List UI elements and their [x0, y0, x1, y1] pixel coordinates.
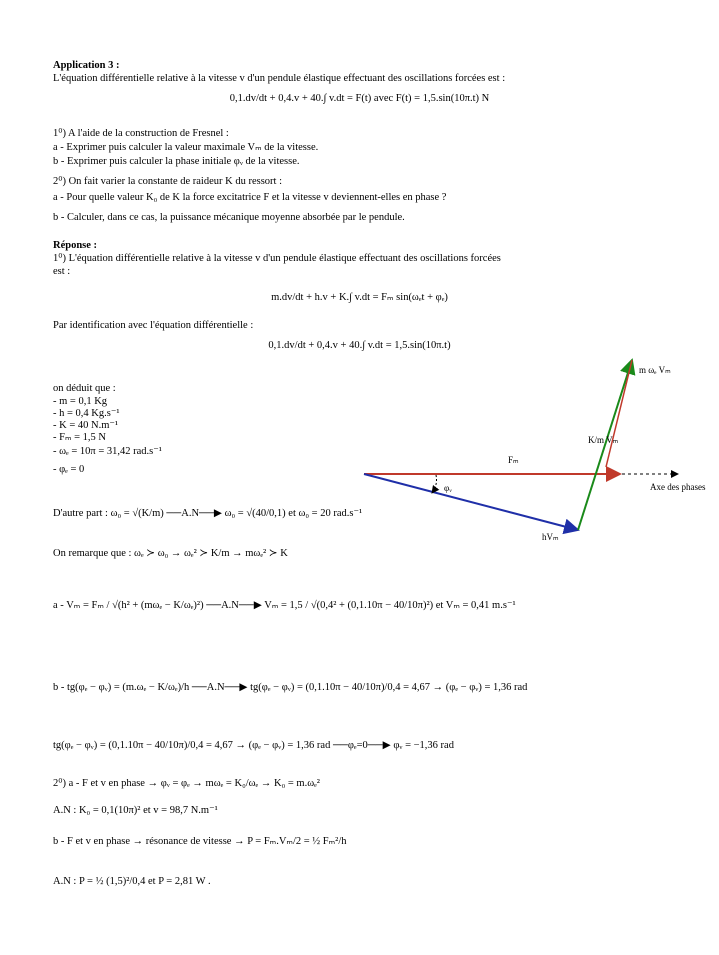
- param-phi-e: - φₑ = 0: [53, 464, 85, 475]
- omega0-line: D'autre part : ω₀ = √(K/m) ──A.N──▶ ω₀ = √(40/0,1) et ω₀ = 20 rad.s⁻¹: [53, 508, 363, 519]
- identification-text: Par identification avec l'équation différentielle :: [53, 320, 254, 331]
- numeric-equation: 0,1.dv/dt + 0,4.v + 40.∫ v.dt = 1,5.sin(10π.t): [268, 340, 451, 351]
- question-2a: a - Pour quelle valeur K₀ de K la force excitatrice F et la vitesse v deviennent-elles en phase ?: [53, 192, 447, 203]
- remark-line: On remarque que : ωₑ ≻ ω₀ → ωₑ² ≻ K/m → mωₑ² ≻ K: [53, 548, 288, 559]
- question-2-title: 2⁰) On fait varier la constante de raideur K du ressort :: [53, 176, 283, 187]
- hv-vector: [364, 474, 578, 530]
- label-hv: hVₘ: [542, 532, 559, 542]
- param-omega-e: - ωₑ = 10π = 31,42 rad.s⁻¹: [53, 446, 162, 457]
- question-1-title: 1⁰) A l'aide de la construction de Fresnel :: [53, 128, 229, 139]
- param-damping: - h = 0,4 Kg.s⁻¹: [53, 408, 120, 419]
- answer-a-line: a - Vₘ = Fₘ / √(h² + (mωₑ − K/ωₑ)²) ──A.N──▶ Vₘ = 1,5 / √(0,4² + (0,1.10π − 40/10π)²) et Vₘ = 0,41 m.s⁻¹: [53, 600, 516, 611]
- answer-2a-line: 2⁰) a - F et v en phase → φᵥ = φₑ → mωₑ = K₀/ωₑ → K₀ = m.ωₑ²: [53, 778, 320, 789]
- question-2b: b - Calculer, dans ce cas, la puissance mécanique moyenne absorbée par le pendule.: [53, 212, 405, 223]
- label-kv: K/m Vₘ: [588, 435, 619, 445]
- label-fm: Fₘ: [508, 455, 519, 465]
- param-stiffness: - K = 40 N.m⁻¹: [53, 420, 119, 431]
- question-1a: a - Exprimer puis calculer la valeur maximale Vₘ de la vitesse.: [53, 142, 319, 153]
- mw-vector: [606, 360, 632, 467]
- label-phi: φᵥ: [444, 483, 452, 493]
- answer-heading: Réponse :: [53, 240, 98, 251]
- application-heading: Application 3 :: [53, 60, 120, 71]
- general-equation: m.dv/dt + h.v + K.∫ v.dt = Fₘ sin(ωₑt + φₑ): [271, 292, 448, 303]
- application-intro: L'équation différentielle relative à la vitesse v d'un pendule élastique effectuant des oscillations forcées est :: [53, 73, 506, 84]
- deduce-text: on déduit que :: [53, 383, 116, 394]
- fresnel-diagram: [360, 355, 719, 545]
- answer-2b-line: b - F et v en phase → résonance de vitesse → P = Fₘ.Vₘ/2 = ½ Fₘ²/h: [53, 836, 347, 847]
- answer-2b-an: A.N : P = ½ (1,5)²/0,4 et P = 2,81 W .: [53, 876, 211, 887]
- param-mass: - m = 0,1 Kg: [53, 396, 108, 407]
- label-mwv: m ωₑ Vₘ: [639, 365, 671, 375]
- phi-arc: [432, 475, 437, 493]
- answer-1-line1: 1⁰) L'équation différentielle relative à la vitesse v d'un pendule élastique effectuant des oscillations forcées: [53, 253, 501, 264]
- param-force-amplitude: - Fₘ = 1,5 N: [53, 432, 107, 443]
- label-axis: Axe des phases: [650, 482, 706, 492]
- main-equation: 0,1.dv/dt + 0,4.v + 40.∫ v.dt = F(t) avec F(t) = 1,5.sin(10π.t) N: [229, 93, 490, 104]
- question-1b: b - Exprimer puis calculer la phase initiale φᵥ de la vitesse.: [53, 156, 300, 167]
- answer-2a-an: A.N : K₀ = 0,1(10π)² et v = 98,7 N.m⁻¹: [53, 805, 218, 816]
- answer-1-line2: est :: [53, 266, 71, 277]
- answer-b-line2: tg(φₑ − φᵥ) = (0,1.10π − 40/10π)/0,4 = 4,67 → (φₑ − φᵥ) = 1,36 rad ──φₑ=0──▶ φᵥ = −1,36 rad: [53, 740, 454, 751]
- answer-b-line1: b - tg(φₑ − φᵥ) = (m.ωₑ − K/ωₑ)/h ──A.N──▶ tg(φₑ − φᵥ) = (0,1.10π − 40/10π)/0,4 = 4,67 → (φₑ − φᵥ) = 1,36 rad: [53, 682, 528, 693]
- kv-vector: [578, 360, 632, 530]
